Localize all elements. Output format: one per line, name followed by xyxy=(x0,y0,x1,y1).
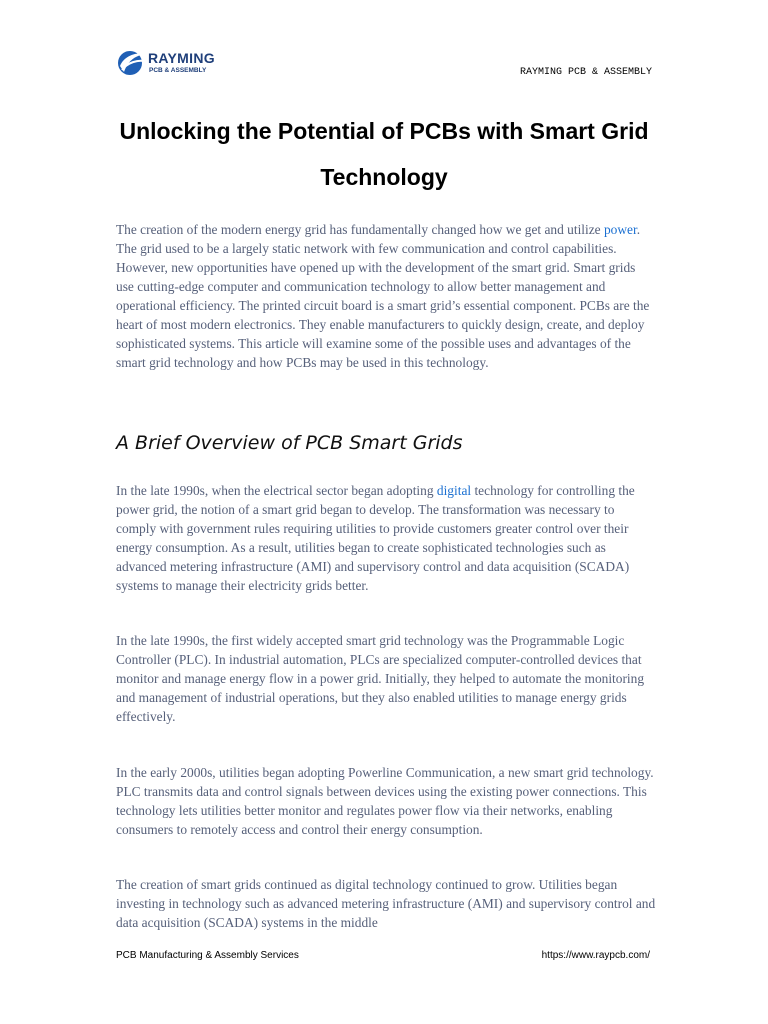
footer-services: PCB Manufacturing & Assembly Services xyxy=(116,950,299,961)
header-company-name: RAYMING PCB & ASSEMBLY xyxy=(519,67,652,78)
company-logo xyxy=(116,48,226,82)
logo-mark-icon xyxy=(116,48,146,78)
section-heading: A Brief Overview of PCB Smart Grids xyxy=(116,432,463,454)
paragraph-3: In the early 2000s, utilities began adopting Powerline Communication, a new smart grid technology. PLC transmits data and control signals between devices using the existing power connections. This technology lets utilities better monitor and regulates power flow via their networks, enabling consumers to remotely access and control their energy consumption. xyxy=(116,765,654,837)
paragraph-1: In the late 1990s, when the electrical sector began adopting digital technology for controlling the power grid, the notion of a smart grid began to develop. The transformation was necessary to comply with government rules requiring utilities to provide customers greater control over their energy consumption. As a result, utilities began to create sophisticated technologies such as advanced metering infrastructure (AMI) and supervisory control and data acquisition (SCADA) systems to manage their electricity grids better. xyxy=(116,483,635,593)
paragraph-2: In the late 1990s, the first widely accepted smart grid technology was the Programmable Logic Controller (PLC). In industrial automation, PLCs are specialized computer-controlled devices that monitor and manage energy flow in a power grid. Initially, they helped to automate the monitoring and management of industrial operations, but they also enabled utilities to manage energy grids effectively. xyxy=(116,633,645,724)
logo-sub-text: PCB & ASSEMBLY xyxy=(149,67,207,74)
power-link[interactable]: power xyxy=(603,222,637,237)
footer-url-link[interactable]: https://www.raypcb.com/ xyxy=(541,950,650,961)
paragraph-4: The creation of smart grids continued as digital technology continued to grow. Utilities began investing in technology such as advanced metering infrastructure (AMI) and supervisory control and data acquisition (SCADA) systems in the middle xyxy=(116,877,656,930)
digital-link[interactable]: digital xyxy=(436,483,472,498)
logo-brand-text: RAYMING xyxy=(148,50,215,66)
document-title: Unlocking the Potential of PCBs with Smart Grid Technology xyxy=(119,118,649,190)
intro-paragraph: The creation of the modern energy grid has fundamentally changed how we get and utilize power. The grid used to be a largely static network with few communication and control capabilities. However, new opportunities have opened up with the development of the smart grid. Smart grids use cutting-edge computer and communication technology to allow better management and operational efficiency. The printed circuit board is a smart grid’s essential component. PCBs are the heart of most modern electronics. They enable manufacturers to quickly design, create, and deploy sophisticated systems. This article will examine some of the possible uses and advantages of the smart grid technology and how PCBs may be used in this technology. xyxy=(116,222,650,370)
